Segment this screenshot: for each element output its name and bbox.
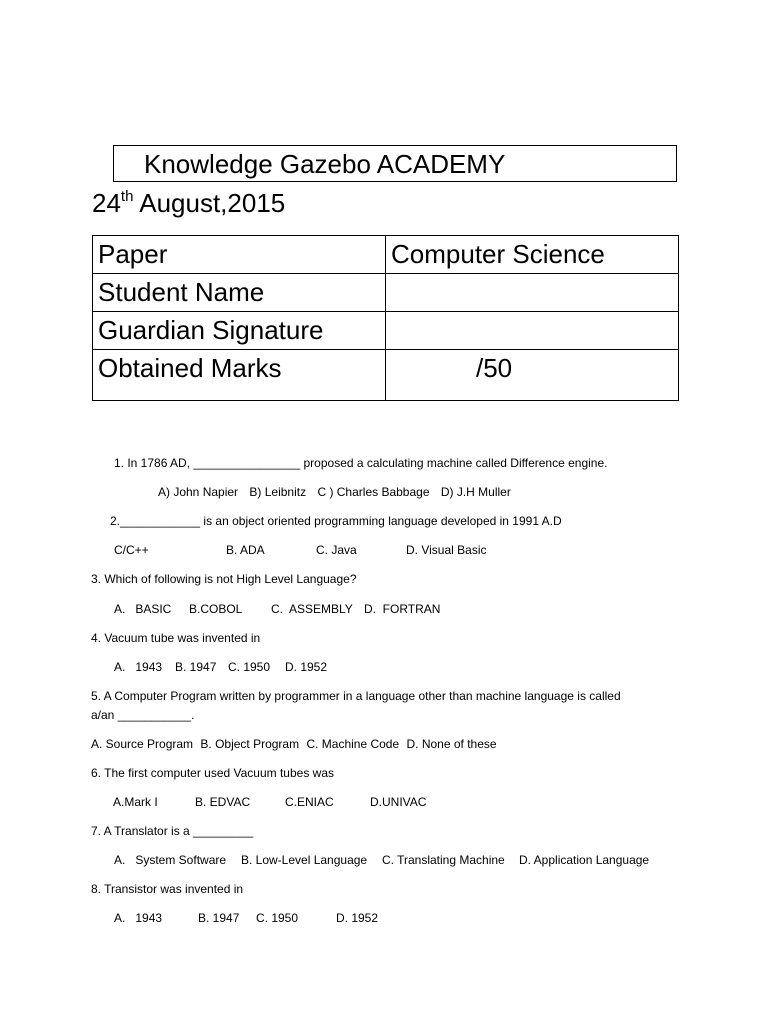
option: B) Leibnitz: [249, 485, 307, 499]
question-2-text: 2.____________ is an object oriented programming language developed in 1991 A.D: [110, 514, 562, 528]
option: D. 1952: [336, 911, 379, 925]
option: C. 1950: [256, 911, 299, 925]
option: D) J.H Muller: [440, 485, 511, 499]
question-8-text: 8. Transistor was invented in: [91, 882, 244, 896]
option: A. Source Program: [91, 737, 194, 751]
row-label: Obtained Marks: [93, 350, 386, 401]
option: D. Visual Basic: [406, 543, 487, 557]
option: C. 1950: [228, 660, 271, 674]
question-4-text: 4. Vacuum tube was invented in: [91, 631, 261, 645]
option: A.Mark I: [113, 795, 158, 809]
question-7-text: 7. A Translator is a _________: [91, 824, 254, 838]
option: A. 1943: [114, 660, 163, 674]
obtained-marks-value: /50: [386, 350, 679, 401]
option: C. ASSEMBLY: [271, 602, 353, 616]
option: B.COBOL: [189, 602, 243, 616]
option: D.UNIVAC: [370, 795, 427, 809]
option: C/C++: [114, 543, 149, 557]
option: C. Machine Code: [306, 737, 400, 751]
date-day: 24: [92, 188, 121, 218]
option: D. FORTRAN: [364, 602, 441, 616]
option: A. System Software: [114, 853, 227, 867]
row-value: Computer Science: [386, 236, 679, 274]
option: D. Application Language: [519, 853, 650, 867]
question-5-text-line2: a/an ___________.: [91, 708, 195, 722]
option: B. Low-Level Language: [241, 853, 368, 867]
school-name: Knowledge Gazebo ACADEMY: [144, 149, 506, 179]
option: D. 1952: [285, 660, 328, 674]
row-label: Paper: [93, 236, 386, 274]
question-5-options: [91, 737, 497, 752]
row-label: Guardian Signature: [93, 312, 386, 350]
question-3-text: 3. Which of following is not High Level Language?: [91, 572, 357, 586]
question-1-options: [158, 485, 511, 500]
option: B. 1947: [198, 911, 240, 925]
option: A) John Napier: [158, 485, 239, 499]
date-month-year: August,2015: [133, 188, 286, 218]
option: B. EDVAC: [195, 795, 251, 809]
question-2-options: [114, 543, 149, 558]
question-1-text: 1. In 1786 AD, ________________ proposed a calculating machine called Difference engine.: [114, 456, 608, 470]
option: D. None of these: [406, 737, 497, 751]
option: B. ADA: [226, 543, 265, 557]
option: B. 1947: [175, 660, 217, 674]
option: A. 1943: [114, 911, 163, 925]
option: B. Object Program: [200, 737, 300, 751]
option: C ) Charles Babbage: [317, 485, 430, 499]
row-label: Student Name: [93, 274, 386, 312]
question-6-text: 6. The first computer used Vacuum tubes was: [91, 766, 335, 780]
option: C.ENIAC: [285, 795, 334, 809]
option: C. Translating Machine: [382, 853, 505, 867]
date-suffix: th: [120, 188, 134, 205]
question-5-text: 5. A Computer Program written by programmer in a language other than machine language is called: [91, 689, 621, 703]
option: C. Java: [316, 543, 357, 557]
option: A. BASIC: [114, 602, 172, 616]
